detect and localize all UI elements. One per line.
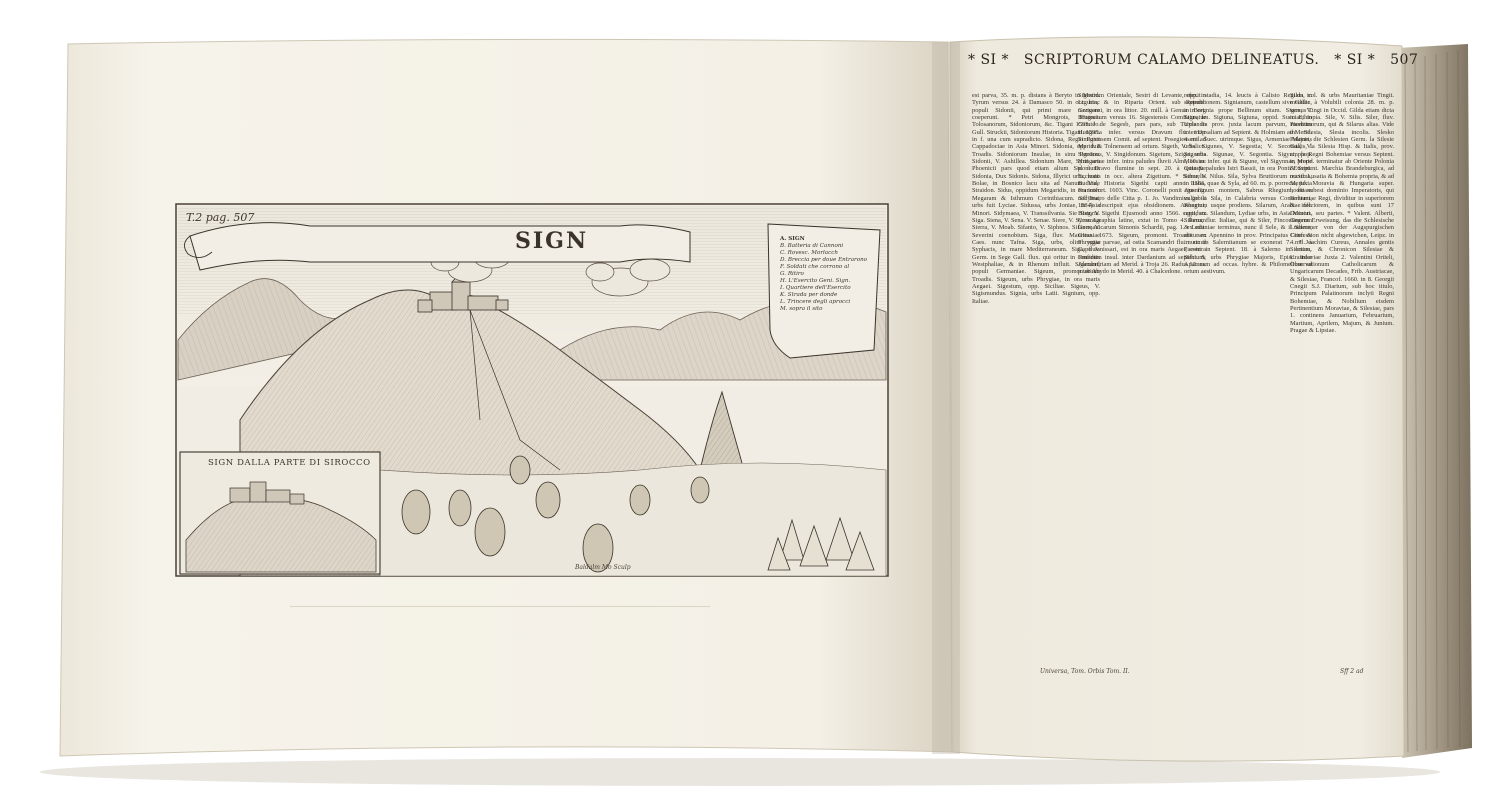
legend-item: H. L'Esercito Geni. Sign. (780, 278, 851, 284)
inset-title: SIGN DALLA PARTE DI SIROCCO (208, 458, 371, 468)
gutter-shadow (932, 42, 960, 754)
legend-item: C. Rovesc. Morlacch (780, 250, 839, 256)
legend-item: L. Trincere degli aprocci (780, 299, 851, 305)
footer-left: Universa, Tom. Orbis Tom. II. (1040, 668, 1130, 675)
legend-item: B. Batteria di Cannoni (780, 243, 844, 249)
page-number: 507 (1390, 52, 1419, 68)
running-head-title: SCRIPTORUM CALAMO DELINEATUS. (1023, 52, 1320, 68)
legend-item: G. Ritiro (780, 271, 804, 277)
plate-title: SIGN (515, 228, 589, 254)
signature-mark: Sff 2 ad (1340, 668, 1364, 675)
legend-heading: A. SIGN (780, 236, 805, 242)
plate-legend (780, 236, 867, 313)
text-column-4 (1290, 92, 1394, 662)
running-head-left-marker: * SI * (968, 52, 1010, 68)
plate-mark (290, 606, 710, 607)
column-text: refexit stadia, 14. leucis à Calisto Regiam in septentrionem. Signianum, castellum sive Gallie, in Bregnia prope Bellinum sitam. Sigon, V. Signatum. Sigtuna, Sigtuna, oppid. Sueciae, in Uplandia prov. juxta lacum parvum, medium inter Upsaliam ad Septent. & Holmiam ad Merid. 4. mil. Suec. utrimque. Sigus, Armeniae Majoris urbs. Sigunes, V. Segestia; V. Secomia, V. Segontia. Sigunae, V. Segontia. Sigyni, pop. Moesiae infer. qui & Sigune, vel Sigynnae, prope ostia & paludes Istri Bassii, in ora Ponti Euxini. Sihor, V. Nilus. Sila, Sylva Bruttiorum maxima, in Italia, quae & Syla, ad 60. m. p. porrecta, juxta Apenninum montem, Sabrus Rhegium, etiam vulgo la Sila, in Calabria versus Consentiam, Rhegium usque prodiens. Silarum, Arabiae fel. oppidum. Silandum, Lydiae urbs, in Asia Minori. Silarus, flur. Italiae, qui & Siler, Fincoutinorum & Lucaniae terminus, nunc il Sele, & il Salere, oritur ex Apennino in prov. Principatus Citer. & in sinum Salernitanum se exonerat 7. mil. à Paesto in Septent. 18. à Salerno in ortum. Silbium, urbs Phrygiae Majoris, Episc. inter Apameam ad occas. hybre. & Philomelium ad ortum aestivum. (1184, 92, 1312, 276)
column-text: est parva, 35. m. p. distans à Beryto in Merid. Tyrum versus 24. à Damasco 50. in occ. hinc populi Sidonii, qui primi mare navigare coeperunt. * Petri Mongrois, Historia Tolosanorum, Sidoniorum, &c. Tigani 1595. Jo. Gull. Struckii, Sidoniorum Historia. Tigani. 1595. in f. una cum supradicto. Sidona, Regio Ponti Cappadociae in Asia Minori. Sidonia, opp. fuit Troadis. Sidoniorum Insulae, in sinu Persico. Sidonii, V. Ashillea. Sidonium Mare, Syrii seu Phoenicii pars quod etiam alium Sidonium. Sidonia, Dux Sidonis. Sidona, Illyrici urbs, nunc Bolae, in Bosnico lacu sita ad Nanum. Vide Straidon. Sidus, oppidum Megaridis, in ora inter Megaram & Isthmum Corinthiacum. Sidyma, urbs fuit Lyciae. Sidussa, urbs Joniae, in Asia Minori. Sidymaea, V. Transsilvania. Sie Sieg, V. Siga. Siena, V. Sena. V. Senae. Siere, V. Syros. La Sierra, V. Moab. Sifanto, V. Siphnos. Sifanes, V. Severini coenobium. Siga, fluv. Mauritaniae Caes. nunc Tafna. Siga, urbs, olim regia Syphacis, in mare Mediterraneum. Siga, fluv. Germ. in Sege Gall. flux. qui oritur in confiniis Westphaliae, & in Rhenum influit. Sigambri, populi Germaniae. Sigeum, promontorium Troadis. Sigeum, urbs Phrygiae, in ora maris Aegaei. Sigestum, opp. Siciliae. Sigeus, V. Sigismundus. Signia, urbs Latii. Signium, opp. Italiae. (972, 92, 1100, 305)
legend-item: I. Quartiere dell'Esercito (780, 285, 851, 291)
page-edges (1398, 44, 1472, 758)
running-head (968, 52, 1418, 68)
column-text: Silda, col. & urbs Mauritaniae Tingit. mediter. à Volubili colonia 28. m. p. versus Tingi in Occid. Gilda etiam dicta in Ethiopia. Sile, V. Silis. Siler, fluv. Picentinorum, qui & Silarus alias. Vide in: Silesia, Slesia incolis. Slesko Polonis, die Schlesien Germ. la Silesie Gallis, la Silesia Hisp. & Italis, prov. ampla Regni Bohemiae versus Septent. in Merid. terminatur ab Oriente Polonia & Septent. Marchia Brandeburgica, ad occid. Lusatia & Bohemia propria, & ad Merid. Moravia & Hungaria super. hodie subest dominio Imperatoris, qui Bohemiae Regi, dividitur in superiorem & inferiorem, in quibus sunt 17 Ducatus, seu partes. * Valent. Alberti, Gegens Erweisung, das die Schlesische Lutheraner von der Augspurgischen Confession nicht abgewichen, Leipz. in 4. * Joachim Cureus, Annales gentis Silesiae, & Chronicon Silesiae & Uratislaviae Juxta 2. Valentini Ortieli, Observationum Catholicarum & Ungaricarum Decades, Frib. Austriacae, & Silesiae, Francof. 1660. in 8. Georgii Cnegii S.J. Diarium, sub hoc titulo, Principum Palatinorum inclyti Regni Bohemiae, & Nobilium eisdem Pertinentium Moraviae, & Silesiae, pars 1. continens Januarium, Februarium, Martium, Aprilem, Majum, & Junium. Pragae & Lipsiae. (1290, 92, 1394, 334)
legend-item: F. Soldati che corrono al (780, 264, 850, 270)
legend-item: D. Breccia per doue Entrarono (780, 257, 868, 263)
plate-reference: T.2 pag. 507 (186, 211, 255, 224)
book-shadow (40, 758, 1440, 786)
legend-item: M. sopra il sito (780, 306, 823, 312)
running-head-right-marker: * SI * (1334, 52, 1376, 68)
legend-item: K. Strada per donde (780, 292, 838, 298)
engraver-signature: Baldalm Mo Sculp (575, 564, 631, 571)
column-text: Sigestrum Orientale, Sestri di Levante, opp. in Liguria, & in Riparia Orient. sub Republ. Genuensi, in ora littor. 20. mill. à Genua in ort. Brugnatum versus 16. Sigestensis Comitatus, le Comté de Segesb, pars pars, sub Turcis in Hungaria infer. versus Dravum flu. inter Simigiensem Comit. ad septent. Posegiensem ad Merid. & Tolnensem ad ortum. Sigeth, V. Salice. Sigetinus, V. Singidonum. Sigetum, Sziget, urbs Hungariae infer. intra paludes fluvii Almi, 10. m. p. à Dravo flumine in sept. 20. à Quinque Ecclesiis in occ. altera Zigetium. * Samuelis Budina, Historia Sigethi capti anno 1566. Francofurt. 1603. Vinc. Coronelli ponit ejus fig. nel Teatro delle Citta p. 1. Jo. Vandimius (obiit 1584) descripsit ejus obsidionem. Anonymi, Historia Sigethi Ejusmodi anno 1566. capti, ex Cosmographia latine, extat in Tomo 4. Rerum Germanicarum Simonis Schardii, pag. 1. ex edit. Giess. 1673. Sigeum, promont. Troadis seu Phrygiae parvae, ad ostia Scamandri flu. nunc il Capo Janissari, est in ora maris Aegaei, contra Tenedum insul. inter Dardanium ad septent. & Alexandriam ad Merid. à Troja 26. Radus 12. m. p. ab Abydo in Merid. 40. à Chalcedone. (1078, 92, 1206, 276)
